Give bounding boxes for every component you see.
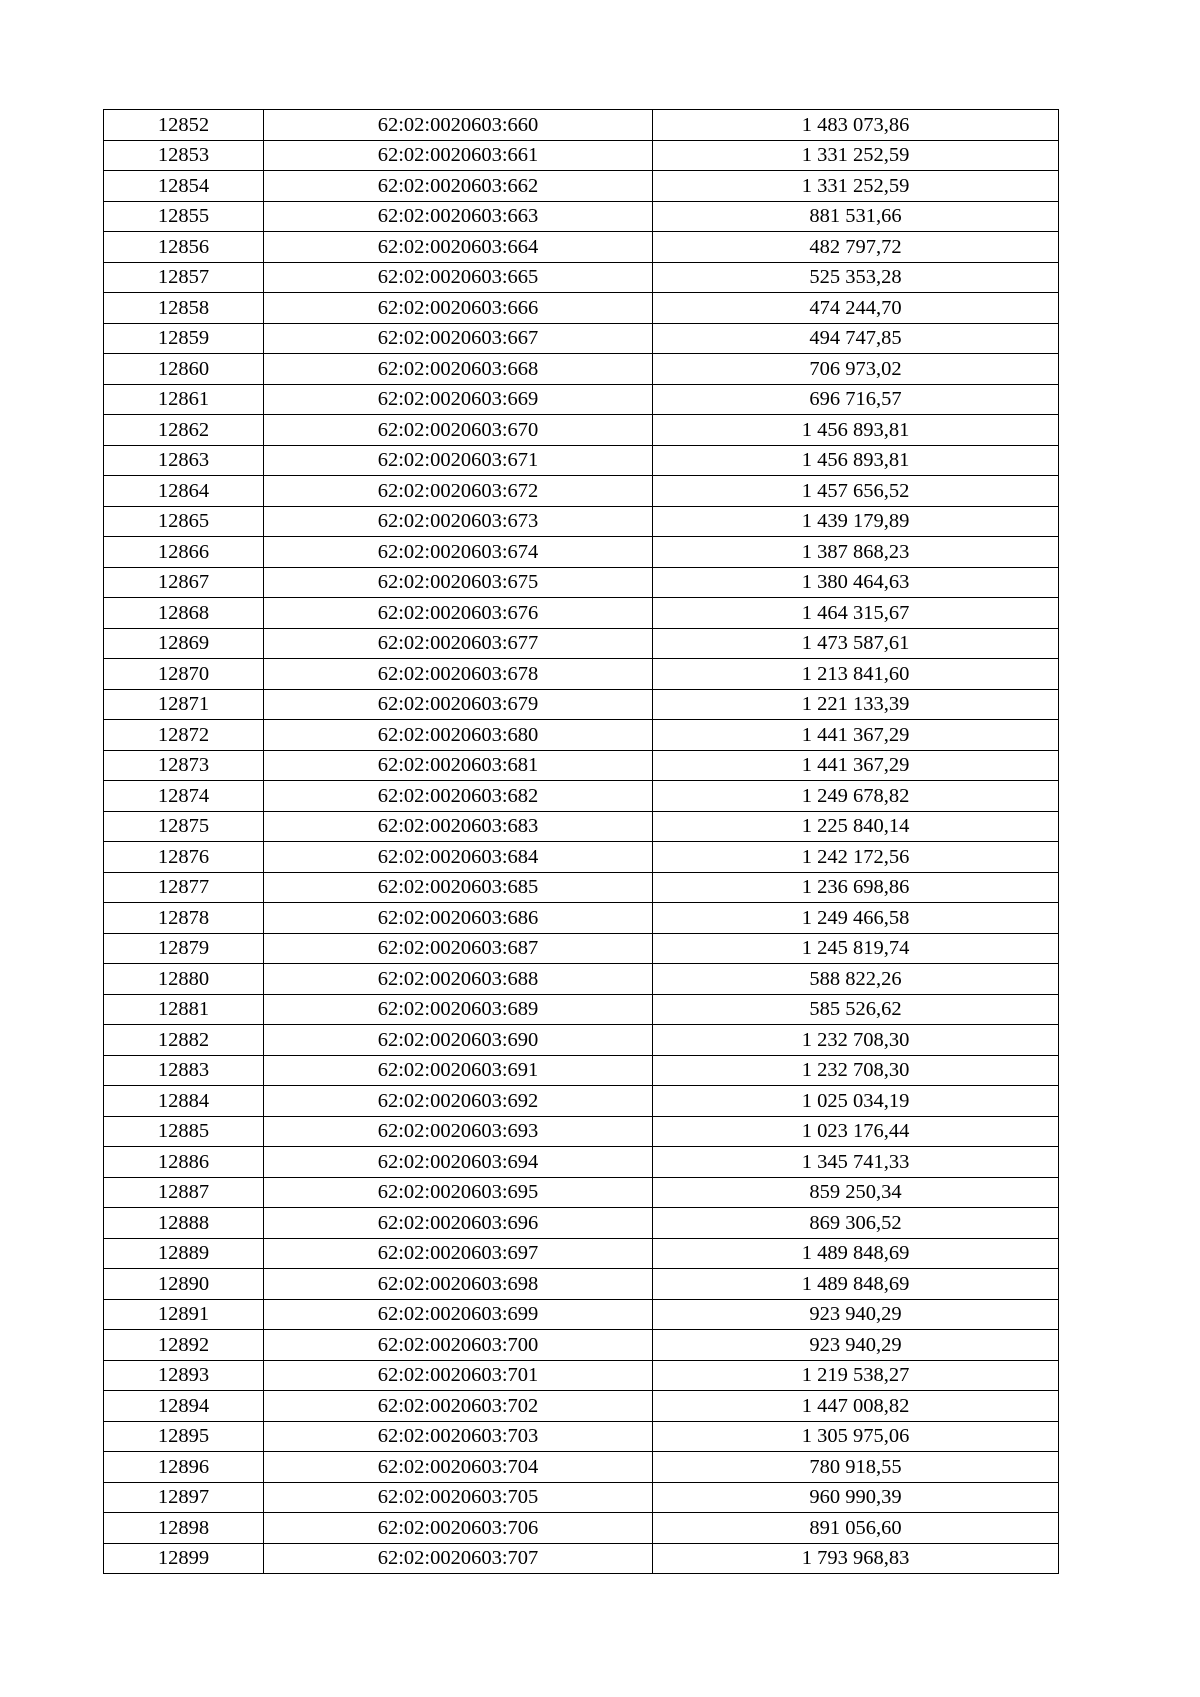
cadastral-number-cell: 62:02:0020603:678 (264, 659, 653, 690)
table-row (104, 506, 1059, 537)
table-row (104, 323, 1059, 354)
cadastral-number-cell: 62:02:0020603:684 (264, 842, 653, 873)
cadastral-number-cell: 62:02:0020603:673 (264, 506, 653, 537)
cadastral-number-cell: 62:02:0020603:696 (264, 1208, 653, 1239)
row-number-cell: 12894 (104, 1391, 264, 1422)
row-number-cell: 12871 (104, 689, 264, 720)
cadastral-number-cell: 62:02:0020603:688 (264, 964, 653, 995)
cadastral-value-cell: 1 441 367,29 (653, 720, 1059, 751)
table-row (104, 1421, 1059, 1452)
table-row (104, 537, 1059, 568)
cadastral-value-cell: 1 331 252,59 (653, 171, 1059, 202)
row-number-cell: 12854 (104, 171, 264, 202)
row-number-cell: 12884 (104, 1086, 264, 1117)
cadastral-number-cell: 62:02:0020603:667 (264, 323, 653, 354)
cadastral-number-cell: 62:02:0020603:677 (264, 628, 653, 659)
table-row (104, 1360, 1059, 1391)
cadastral-value-cell: 780 918,55 (653, 1452, 1059, 1483)
cadastral-number-cell: 62:02:0020603:675 (264, 567, 653, 598)
cadastral-value-cell: 474 244,70 (653, 293, 1059, 324)
row-number-cell: 12887 (104, 1177, 264, 1208)
cadastral-value-cell: 1 447 008,82 (653, 1391, 1059, 1422)
cadastral-value-cell: 1 245 819,74 (653, 933, 1059, 964)
table-row (104, 811, 1059, 842)
cadastral-number-cell: 62:02:0020603:707 (264, 1543, 653, 1574)
cadastral-number-cell: 62:02:0020603:686 (264, 903, 653, 934)
cadastral-number-cell: 62:02:0020603:671 (264, 445, 653, 476)
cadastral-number-cell: 62:02:0020603:687 (264, 933, 653, 964)
table-row (104, 1116, 1059, 1147)
row-number-cell: 12878 (104, 903, 264, 934)
row-number-cell: 12889 (104, 1238, 264, 1269)
table-row (104, 110, 1059, 141)
cadastral-value-cell: 525 353,28 (653, 262, 1059, 293)
cadastral-value-table (103, 109, 1059, 1574)
table-row (104, 476, 1059, 507)
table-row (104, 140, 1059, 171)
cadastral-number-cell: 62:02:0020603:697 (264, 1238, 653, 1269)
cadastral-value-cell: 1 219 538,27 (653, 1360, 1059, 1391)
row-number-cell: 12873 (104, 750, 264, 781)
table-row (104, 994, 1059, 1025)
cadastral-number-cell: 62:02:0020603:683 (264, 811, 653, 842)
row-number-cell: 12877 (104, 872, 264, 903)
table-row (104, 1452, 1059, 1483)
cadastral-number-cell: 62:02:0020603:702 (264, 1391, 653, 1422)
row-number-cell: 12883 (104, 1055, 264, 1086)
table-row (104, 354, 1059, 385)
cadastral-number-cell: 62:02:0020603:694 (264, 1147, 653, 1178)
row-number-cell: 12857 (104, 262, 264, 293)
table-row (104, 1543, 1059, 1574)
row-number-cell: 12869 (104, 628, 264, 659)
cadastral-number-cell: 62:02:0020603:665 (264, 262, 653, 293)
cadastral-number-cell: 62:02:0020603:661 (264, 140, 653, 171)
cadastral-number-cell: 62:02:0020603:692 (264, 1086, 653, 1117)
cadastral-value-cell: 1 483 073,86 (653, 110, 1059, 141)
cadastral-value-cell: 891 056,60 (653, 1513, 1059, 1544)
cadastral-value-cell: 1 305 975,06 (653, 1421, 1059, 1452)
cadastral-value-cell: 1 249 678,82 (653, 781, 1059, 812)
row-number-cell: 12892 (104, 1330, 264, 1361)
row-number-cell: 12897 (104, 1482, 264, 1513)
cadastral-number-cell: 62:02:0020603:670 (264, 415, 653, 446)
cadastral-number-cell: 62:02:0020603:706 (264, 1513, 653, 1544)
cadastral-value-cell: 482 797,72 (653, 232, 1059, 263)
table-row (104, 1391, 1059, 1422)
cadastral-number-cell: 62:02:0020603:699 (264, 1299, 653, 1330)
table-row (104, 384, 1059, 415)
cadastral-value-cell: 1 439 179,89 (653, 506, 1059, 537)
cadastral-value-cell: 1 345 741,33 (653, 1147, 1059, 1178)
row-number-cell: 12882 (104, 1025, 264, 1056)
cadastral-value-cell: 1 236 698,86 (653, 872, 1059, 903)
cadastral-value-cell: 1 023 176,44 (653, 1116, 1059, 1147)
cadastral-value-cell: 1 025 034,19 (653, 1086, 1059, 1117)
cadastral-value-cell: 1 441 367,29 (653, 750, 1059, 781)
cadastral-value-cell: 1 489 848,69 (653, 1238, 1059, 1269)
table-row (104, 628, 1059, 659)
cadastral-value-cell: 706 973,02 (653, 354, 1059, 385)
row-number-cell: 12886 (104, 1147, 264, 1178)
cadastral-number-cell: 62:02:0020603:700 (264, 1330, 653, 1361)
row-number-cell: 12872 (104, 720, 264, 751)
row-number-cell: 12880 (104, 964, 264, 995)
cadastral-value-cell: 1 473 587,61 (653, 628, 1059, 659)
row-number-cell: 12853 (104, 140, 264, 171)
table-row (104, 872, 1059, 903)
row-number-cell: 12858 (104, 293, 264, 324)
cadastral-number-cell: 62:02:0020603:691 (264, 1055, 653, 1086)
row-number-cell: 12896 (104, 1452, 264, 1483)
row-number-cell: 12888 (104, 1208, 264, 1239)
row-number-cell: 12885 (104, 1116, 264, 1147)
cadastral-number-cell: 62:02:0020603:685 (264, 872, 653, 903)
row-number-cell: 12866 (104, 537, 264, 568)
cadastral-value-cell: 588 822,26 (653, 964, 1059, 995)
table-row (104, 1208, 1059, 1239)
table-row (104, 659, 1059, 690)
cadastral-value-cell: 859 250,34 (653, 1177, 1059, 1208)
row-number-cell: 12876 (104, 842, 264, 873)
row-number-cell: 12899 (104, 1543, 264, 1574)
row-number-cell: 12890 (104, 1269, 264, 1300)
cadastral-number-cell: 62:02:0020603:668 (264, 354, 653, 385)
cadastral-number-cell: 62:02:0020603:705 (264, 1482, 653, 1513)
table-row (104, 1482, 1059, 1513)
cadastral-value-cell: 1 213 841,60 (653, 659, 1059, 690)
table-row (104, 1513, 1059, 1544)
row-number-cell: 12865 (104, 506, 264, 537)
table-row (104, 720, 1059, 751)
cadastral-value-cell: 1 457 656,52 (653, 476, 1059, 507)
cadastral-value-cell: 1 456 893,81 (653, 445, 1059, 476)
table-row (104, 1147, 1059, 1178)
row-number-cell: 12895 (104, 1421, 264, 1452)
cadastral-value-cell: 960 990,39 (653, 1482, 1059, 1513)
table-row (104, 445, 1059, 476)
row-number-cell: 12856 (104, 232, 264, 263)
cadastral-value-cell: 1 380 464,63 (653, 567, 1059, 598)
row-number-cell: 12893 (104, 1360, 264, 1391)
cadastral-value-cell: 1 464 315,67 (653, 598, 1059, 629)
table-row (104, 1086, 1059, 1117)
row-number-cell: 12863 (104, 445, 264, 476)
cadastral-number-cell: 62:02:0020603:698 (264, 1269, 653, 1300)
table-row (104, 1269, 1059, 1300)
cadastral-value-cell: 923 940,29 (653, 1299, 1059, 1330)
cadastral-value-cell: 585 526,62 (653, 994, 1059, 1025)
cadastral-value-cell: 1 232 708,30 (653, 1055, 1059, 1086)
row-number-cell: 12861 (104, 384, 264, 415)
table-row (104, 842, 1059, 873)
table-row (104, 689, 1059, 720)
cadastral-value-cell: 1 225 840,14 (653, 811, 1059, 842)
cadastral-number-cell: 62:02:0020603:672 (264, 476, 653, 507)
row-number-cell: 12852 (104, 110, 264, 141)
row-number-cell: 12898 (104, 1513, 264, 1544)
cadastral-number-cell: 62:02:0020603:703 (264, 1421, 653, 1452)
table-row (104, 415, 1059, 446)
row-number-cell: 12868 (104, 598, 264, 629)
cadastral-number-cell: 62:02:0020603:666 (264, 293, 653, 324)
row-number-cell: 12881 (104, 994, 264, 1025)
cadastral-value-cell: 869 306,52 (653, 1208, 1059, 1239)
cadastral-number-cell: 62:02:0020603:681 (264, 750, 653, 781)
row-number-cell: 12870 (104, 659, 264, 690)
cadastral-value-cell: 1 232 708,30 (653, 1025, 1059, 1056)
table-row (104, 750, 1059, 781)
cadastral-number-cell: 62:02:0020603:695 (264, 1177, 653, 1208)
table-row (104, 598, 1059, 629)
cadastral-value-cell: 1 489 848,69 (653, 1269, 1059, 1300)
cadastral-value-cell: 1 387 868,23 (653, 537, 1059, 568)
cadastral-number-cell: 62:02:0020603:664 (264, 232, 653, 263)
table-row (104, 567, 1059, 598)
cadastral-number-cell: 62:02:0020603:689 (264, 994, 653, 1025)
table-row (104, 171, 1059, 202)
cadastral-number-cell: 62:02:0020603:674 (264, 537, 653, 568)
table-row (104, 1238, 1059, 1269)
table-row (104, 293, 1059, 324)
row-number-cell: 12862 (104, 415, 264, 446)
row-number-cell: 12859 (104, 323, 264, 354)
cadastral-number-cell: 62:02:0020603:693 (264, 1116, 653, 1147)
cadastral-value-cell: 1 793 968,83 (653, 1543, 1059, 1574)
cadastral-number-cell: 62:02:0020603:660 (264, 110, 653, 141)
row-number-cell: 12864 (104, 476, 264, 507)
table-row (104, 933, 1059, 964)
table-row (104, 1177, 1059, 1208)
row-number-cell: 12879 (104, 933, 264, 964)
table-body (104, 110, 1059, 1574)
table-row (104, 1330, 1059, 1361)
cadastral-value-cell: 881 531,66 (653, 201, 1059, 232)
cadastral-number-cell: 62:02:0020603:680 (264, 720, 653, 751)
row-number-cell: 12855 (104, 201, 264, 232)
cadastral-number-cell: 62:02:0020603:663 (264, 201, 653, 232)
row-number-cell: 12874 (104, 781, 264, 812)
cadastral-value-cell: 1 456 893,81 (653, 415, 1059, 446)
cadastral-number-cell: 62:02:0020603:682 (264, 781, 653, 812)
cadastral-number-cell: 62:02:0020603:690 (264, 1025, 653, 1056)
cadastral-number-cell: 62:02:0020603:676 (264, 598, 653, 629)
table-row (104, 232, 1059, 263)
row-number-cell: 12860 (104, 354, 264, 385)
cadastral-value-cell: 696 716,57 (653, 384, 1059, 415)
cadastral-value-cell: 1 249 466,58 (653, 903, 1059, 934)
cadastral-number-cell: 62:02:0020603:704 (264, 1452, 653, 1483)
row-number-cell: 12875 (104, 811, 264, 842)
cadastral-value-cell: 1 331 252,59 (653, 140, 1059, 171)
cadastral-number-cell: 62:02:0020603:701 (264, 1360, 653, 1391)
table-row (104, 964, 1059, 995)
cadastral-number-cell: 62:02:0020603:669 (264, 384, 653, 415)
table-row (104, 262, 1059, 293)
cadastral-value-cell: 494 747,85 (653, 323, 1059, 354)
cadastral-number-cell: 62:02:0020603:679 (264, 689, 653, 720)
cadastral-value-cell: 1 242 172,56 (653, 842, 1059, 873)
table-row (104, 1055, 1059, 1086)
cadastral-value-cell: 923 940,29 (653, 1330, 1059, 1361)
table-row (104, 781, 1059, 812)
cadastral-number-cell: 62:02:0020603:662 (264, 171, 653, 202)
table-row (104, 201, 1059, 232)
table-row (104, 1025, 1059, 1056)
row-number-cell: 12867 (104, 567, 264, 598)
table-row (104, 1299, 1059, 1330)
cadastral-value-cell: 1 221 133,39 (653, 689, 1059, 720)
row-number-cell: 12891 (104, 1299, 264, 1330)
table-row (104, 903, 1059, 934)
